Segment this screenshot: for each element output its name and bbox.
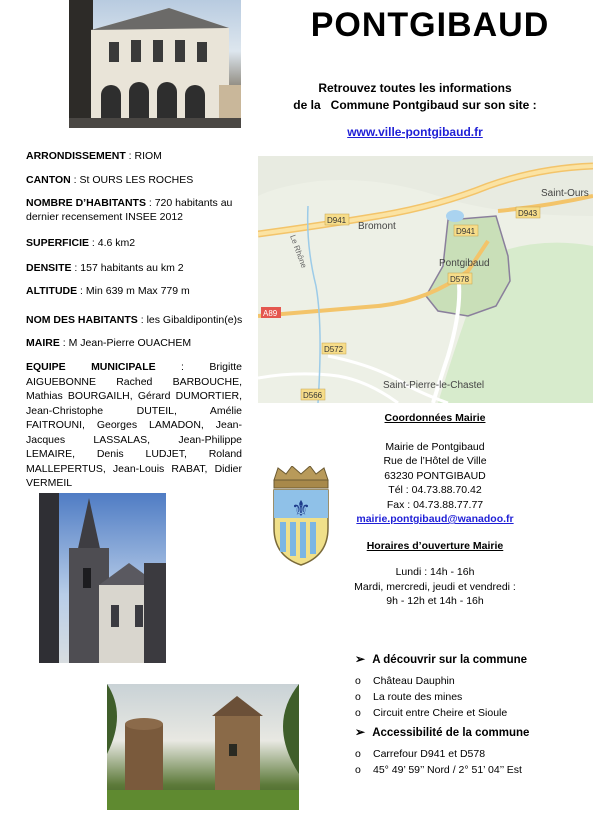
- svg-text:D941: D941: [327, 216, 347, 225]
- svg-text:D578: D578: [450, 275, 470, 284]
- intro-text: Retrouvez toutes les informations de la Commune Pontgibaud sur son site :: [293, 81, 537, 112]
- mairie-name: Mairie de Pontgibaud: [385, 440, 485, 453]
- svg-text:D943: D943: [518, 209, 538, 218]
- svg-text:Le Rhône: Le Rhône: [288, 233, 309, 270]
- town-hall-photo: [69, 0, 241, 128]
- coordonnees-heading: Coordonnées Mairie: [384, 412, 486, 424]
- website-link[interactable]: www.ville-pontgibaud.fr: [347, 125, 483, 139]
- info-arrondissement: ARRONDISSEMENT : RIOM: [26, 150, 162, 162]
- info-altitude: ALTITUDE : Min 639 m Max 779 m: [26, 285, 190, 297]
- svg-text:D566: D566: [303, 391, 323, 400]
- mairie-street: Rue de l’Hôtel de Ville: [383, 455, 487, 467]
- info-nom-habitants: NOM DES HABITANTS : les Gibaldipontin(e)s: [26, 314, 243, 326]
- horaires-semaine-heures: 9h - 12h et 14h - 16h: [386, 595, 484, 607]
- svg-text:Pontgibaud: Pontgibaud: [439, 258, 490, 269]
- page-title: PONTGIBAUD: [310, 6, 550, 44]
- horaires-semaine: Mardi, mercredi, jeudi et vendredi :: [354, 580, 516, 593]
- svg-text:A89: A89: [263, 309, 278, 318]
- decouvrir-item: o Circuit entre Cheire et Sioule: [355, 707, 508, 719]
- info-densite: DENSITE : 157 habitants au km 2: [26, 262, 184, 274]
- svg-text:D941: D941: [456, 227, 476, 236]
- mairie-city: 63230 PONTGIBAUD: [384, 469, 486, 482]
- mairie-fax: Fax : 04.73.88.77.77: [386, 498, 484, 511]
- location-map[interactable]: [258, 156, 593, 403]
- mairie-email-link[interactable]: mairie.pontgibaud@wanadoo.fr: [356, 513, 514, 525]
- accessibilite-item: o Carrefour D941 et D578: [355, 748, 486, 760]
- coat-of-arms: [268, 466, 334, 566]
- info-canton: CANTON : St OURS LES ROCHES: [26, 174, 194, 186]
- info-equipe-municipale: EQUIPE MUNICIPALE : Brigitte AIGUEBONNE Rached BARBOUCHE, Mathias BOURGAILH, Gérard DUMORTIER, Jean-Christophe DUTEIL, Amélie FAITROUNI, Georges LAMADON, Jean-Jacques LASSALAS, Jean-Philippe LEMAIRE, Denis LUDJET, Roland MALLEPERTUS, Jean-Louis RABAT, Didier VERMEIL: [26, 361, 242, 489]
- horaires-heading: Horaires d’ouverture Mairie: [366, 539, 504, 552]
- info-maire: MAIRE : M Jean-Pierre OUACHEM: [26, 337, 192, 349]
- accessibilite-heading: ➢ Accessibilité de la commune: [355, 725, 530, 739]
- coordonnees-section: [330, 411, 540, 609]
- svg-text:⚜: ⚜: [291, 496, 311, 521]
- mairie-tel: Tél : 04.73.88.70.42: [388, 484, 482, 496]
- horaires-lundi: Lundi : 14h - 16h: [395, 566, 475, 578]
- info-habitants: NOMBRE D’HABITANTS : 720 habitants au dernier recensement INSEE 2012: [26, 197, 233, 223]
- svg-text:Bromont: Bromont: [358, 221, 396, 232]
- svg-text:D572: D572: [324, 345, 344, 354]
- chateau-photo: [107, 684, 299, 810]
- decouvrir-heading: ➢ A découvrir sur la commune: [355, 652, 528, 666]
- accessibilite-item: o 45° 49’ 59’’ Nord / 2° 51’ 04’’ Est: [355, 764, 522, 776]
- svg-text:Saint-Ours: Saint-Ours: [541, 188, 589, 199]
- info-superficie: SUPERFICIE : 4.6 km2: [26, 237, 136, 249]
- svg-text:Saint-Pierre-le-Chastel: Saint-Pierre-le-Chastel: [383, 380, 485, 391]
- church-photo: [39, 493, 166, 663]
- decouvrir-item: o La route des mines: [355, 691, 463, 703]
- decouvrir-item: o Château Dauphin: [355, 675, 455, 687]
